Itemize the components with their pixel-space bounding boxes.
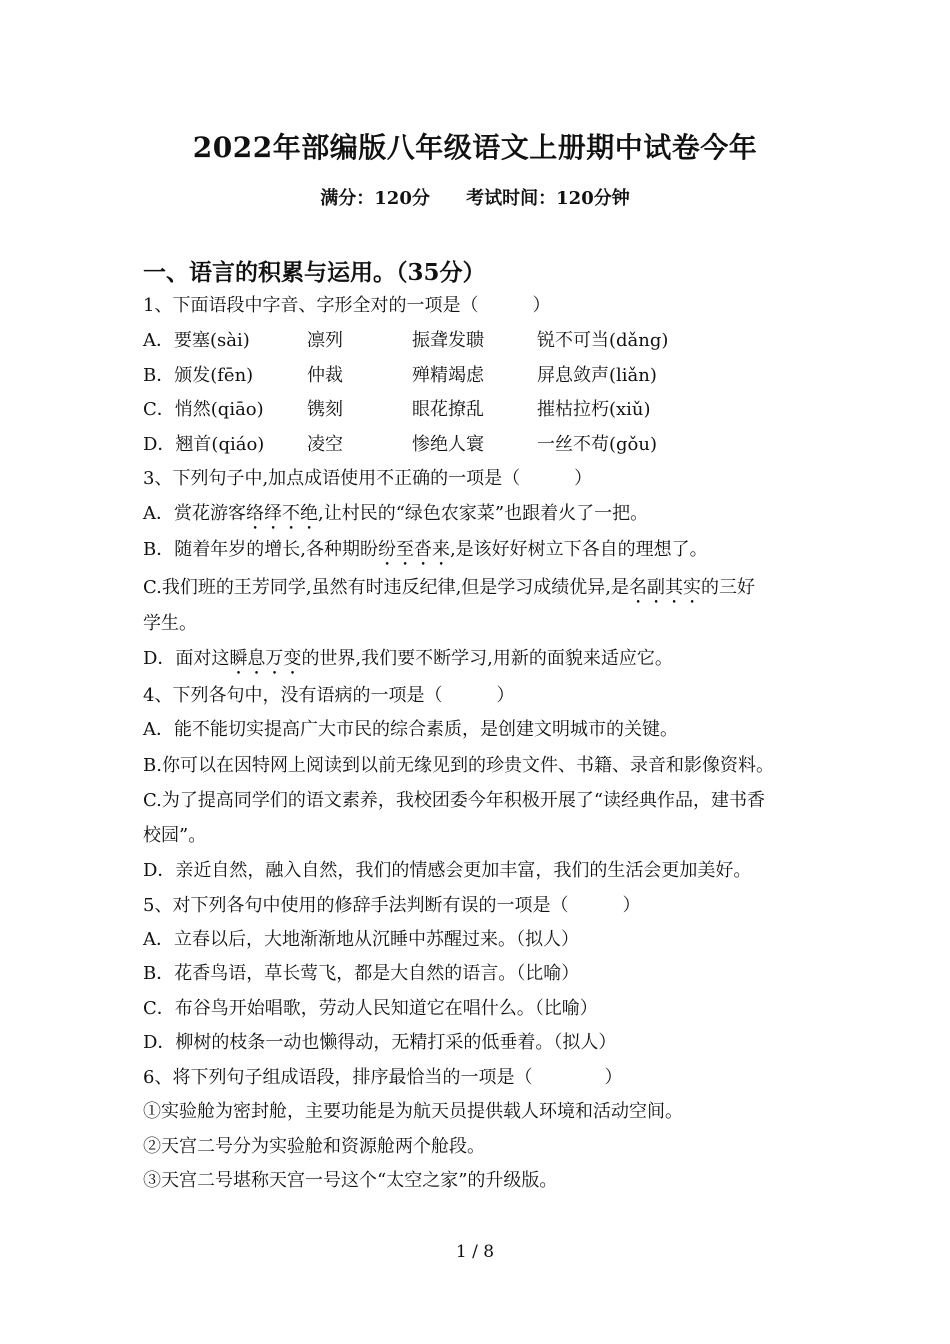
exam-info bbox=[0, 184, 950, 210]
section-heading: 一、语言的积累与运用。（35分） bbox=[143, 259, 486, 286]
exam-page: 2022年部编版八年级语文上册期中试卷今年 满分：120分 考试时间：120分钟 一、语言的积累与运用。（35分） 1、下面语段中字音、字形全对的一项是（ ） A．要塞(sài) 凛列 振聋发聩 锐不可当(dǎng) B．颁发(fēn) 仲裁 殚精竭虑 屏息敛声(liǎn) C．悄然(qiāo) 镌刻 眼花撩乱 摧枯拉朽(xiǔ) D．翘首(qiáo) 凌空 惨绝人寰 一丝不苟(gǒu) 3、下列句子中,加点成语使用不正确的一项是（ ） A．赏花游客络绎不绝,让村民的“绿色农家菜”也跟着火了一把。 B．随着年岁的增长,各种期盼纷至沓来,是该好好树立下各自的理想了。 C.我们班的王芳同学,虽然有时违反纪律,但是学习成绩优异,是名副其实的三好 学生。 D．面对这瞬息万变的世界,我们要不断学习,用新的面貌来适应它。 4、下列各句中，没有语病的一项是（ ） A．能不能切实提高广大市民的综合素质，是创建文明城市的关键。 B.你可以在因特网上阅读到以前无缘见到的珍贵文件、书籍、录音和影像资料。 C.为了提高同学们的语文素养，我校团委今年积极开展了“读经典作品，建书香 校园”。 D．亲近自然，融入自然，我们的情感会更加丰富，我们的生活会更加美好。 5、对下列各句中使用的修辞手法判断有误的一项是（ ） A．立春以后，大地渐渐地从沉睡中苏醒过来。（拟人） B．花香鸟语，草长莺飞，都是大自然的语言。（比喻） C．布谷鸟开始唱歌，劳动人民知道它在唱什么。（比喻） D．柳树的枝条一动也懒得动，无精打采的低垂着。（拟人） 6、将下列句子组成语段，排序最恰当的一项是（ ） ①实验舱为密封舱，主要功能是为航天员提供载人环境和活动空间。 ②天宫二号分为实验舱和资源舱两个舱段。 ③天宫二号堪称天宫一号这个“太空之家”的升级版。 1 / 8 bbox=[0, 0, 950, 1344]
q1-stem: 1、下面语段中字音、字形全对的一项是（ ） bbox=[143, 295, 551, 316]
full-score: 满分：120分 bbox=[320, 188, 430, 209]
dotted-idiom: 纷至沓来 bbox=[377, 539, 450, 560]
q3-option-c: C.我们班的王芳同学,虽然有时违反纪律,但是学习成绩优异,是名副其实的三好 bbox=[143, 577, 756, 598]
q5-option-b: B．花香鸟语，草长莺飞，都是大自然的语言。（比喻） bbox=[143, 963, 580, 984]
exam-time: 考试时间：120分钟 bbox=[466, 188, 630, 209]
q6-sentence-1: ①实验舱为密封舱，主要功能是为航天员提供载人环境和活动空间。 bbox=[143, 1101, 683, 1122]
q6-sentence-3: ③天宫二号堪称天宫一号这个“太空之家”的升级版。 bbox=[143, 1170, 558, 1191]
q4-stem: 4、下列各句中，没有语病的一项是（ ） bbox=[143, 685, 515, 706]
page-number: 1 / 8 bbox=[455, 1242, 495, 1262]
dotted-idiom: 瞬息万变 bbox=[229, 648, 302, 669]
q5-stem: 5、对下列各句中使用的修辞手法判断有误的一项是（ ） bbox=[143, 895, 641, 916]
page-title: 2022年部编版八年级语文上册期中试卷今年 bbox=[192, 131, 758, 164]
q3-option-b: B．随着年岁的增长,各种期盼纷至沓来,是该好好树立下各自的理想了。 bbox=[143, 539, 708, 560]
q4-option-c: C.为了提高同学们的语文素养，我校团委今年积极开展了“读经典作品，建书香 bbox=[143, 790, 766, 811]
q6-sentence-2: ②天宫二号分为实验舱和资源舱两个舱段。 bbox=[143, 1136, 485, 1157]
q5-option-d: D．柳树的枝条一动也懒得动，无精打采的低垂着。（拟人） bbox=[143, 1032, 617, 1053]
q3-option-d: D．面对这瞬息万变的世界,我们要不断学习,用新的面貌来适应它。 bbox=[143, 648, 673, 669]
q4-option-a: A．能不能切实提高广大市民的综合素质，是创建文明城市的关键。 bbox=[143, 719, 678, 740]
q3-option-a: A．赏花游客络绎不绝,让村民的“绿色农家菜”也跟着火了一把。 bbox=[143, 503, 649, 524]
q5-option-c: C．布谷鸟开始唱歌，劳动人民知道它在唱什么。（比喻） bbox=[143, 998, 598, 1019]
q4-option-d: D．亲近自然，融入自然，我们的情感会更加丰富，我们的生活会更加美好。 bbox=[143, 860, 752, 881]
q3-stem: 3、下列句子中,加点成语使用不正确的一项是（ ） bbox=[143, 468, 593, 489]
q4-option-c-cont: 校园”。 bbox=[143, 825, 207, 846]
q6-stem: 6、将下列句子组成语段，排序最恰当的一项是（ ） bbox=[143, 1067, 623, 1088]
q3-option-c-cont: 学生。 bbox=[143, 613, 197, 634]
q4-option-b: B.你可以在因特网上阅读到以前无缘见到的珍贵文件、书籍、录音和影像资料。 bbox=[143, 755, 774, 776]
dotted-idiom: 名副其实 bbox=[629, 577, 702, 598]
dotted-idiom: 络绎不绝 bbox=[246, 503, 318, 524]
q5-option-a: A．立春以后，大地渐渐地从沉睡中苏醒过来。（拟人） bbox=[143, 929, 579, 950]
